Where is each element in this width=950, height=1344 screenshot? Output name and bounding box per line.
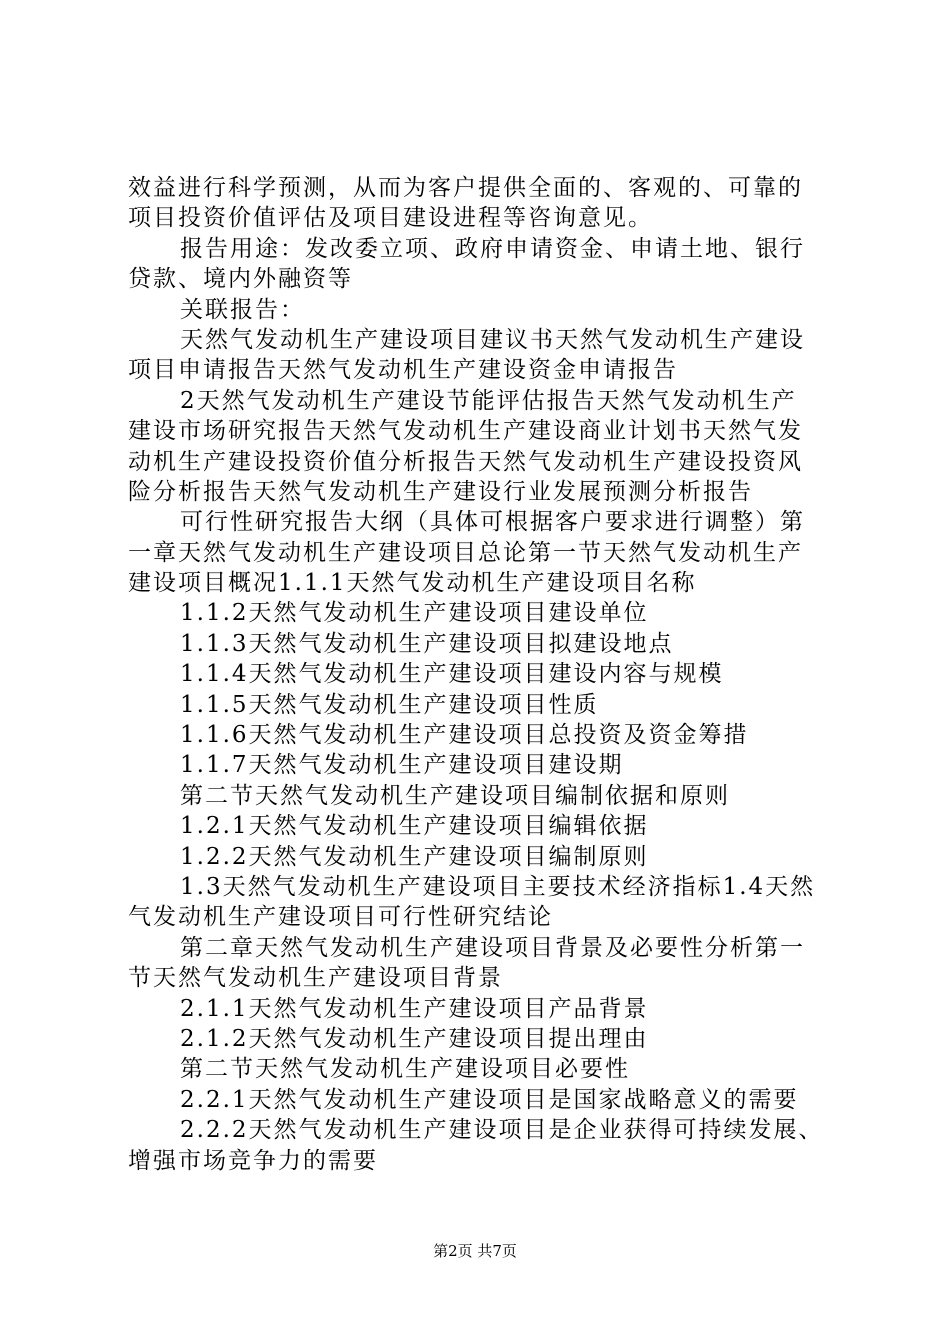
text-line: 1.2.1天然气发动机生产建设项目编辑依据 bbox=[180, 813, 649, 840]
text-line: 2天然气发动机生产建设节能评估报告天然气发动机生产 bbox=[180, 387, 797, 414]
text-line: 动机生产建设投资价值分析报告天然气发动机生产建设投资风 bbox=[128, 448, 803, 475]
text-line: 建设项目概况1.1.1天然气发动机生产建设项目名称 bbox=[128, 570, 697, 597]
text-line: 1.1.7天然气发动机生产建设项目建设期 bbox=[180, 752, 624, 779]
text-line: 节天然气发动机生产建设项目背景 bbox=[128, 965, 503, 992]
text-line: 关联报告： bbox=[180, 296, 305, 323]
text-line: 1.1.2天然气发动机生产建设项目建设单位 bbox=[180, 600, 649, 627]
text-line: 气发动机生产建设项目可行性研究结论 bbox=[128, 904, 553, 931]
text-line: 1.3天然气发动机生产建设项目主要技术经济指标1.4天然 bbox=[180, 873, 816, 900]
text-line: 第二节天然气发动机生产建设项目必要性 bbox=[180, 1056, 630, 1083]
text-line: 2.2.1天然气发动机生产建设项目是国家战略意义的需要 bbox=[180, 1086, 799, 1113]
text-line: 一章天然气发动机生产建设项目总论第一节天然气发动机生产 bbox=[128, 539, 803, 566]
text-line: 2.1.2天然气发动机生产建设项目提出理由 bbox=[180, 1025, 649, 1052]
text-line: 1.1.6天然气发动机生产建设项目总投资及资金筹措 bbox=[180, 722, 749, 749]
text-line: 2.1.1天然气发动机生产建设项目产品背景 bbox=[180, 995, 649, 1022]
text-line: 项目申请报告天然气发动机生产建设资金申请报告 bbox=[128, 357, 678, 384]
text-line: 险分析报告天然气发动机生产建设行业发展预测分析报告 bbox=[128, 478, 753, 505]
text-line: 第二章天然气发动机生产建设项目背景及必要性分析第一 bbox=[180, 934, 805, 961]
text-line: 效益进行科学预测，从而为客户提供全面的、客观的、可靠的 bbox=[128, 175, 803, 201]
text-line: 可行性研究报告大纲（具体可根据客户要求进行调整）第 bbox=[180, 509, 805, 536]
text-line: 1.2.2天然气发动机生产建设项目编制原则 bbox=[180, 843, 649, 870]
text-line: 1.1.4天然气发动机生产建设项目建设内容与规模 bbox=[180, 661, 724, 688]
text-line: 建设市场研究报告天然气发动机生产建设商业计划书天然气发 bbox=[128, 418, 803, 445]
text-line: 1.1.5天然气发动机生产建设项目性质 bbox=[180, 691, 599, 718]
text-line: 2.2.2天然气发动机生产建设项目是企业获得可持续发展、 bbox=[180, 1117, 824, 1144]
text-line: 天然气发动机生产建设项目建议书天然气发动机生产建设 bbox=[180, 326, 805, 353]
text-line: 第二节天然气发动机生产建设项目编制依据和原则 bbox=[180, 782, 730, 809]
text-line: 项目投资价值评估及项目建设进程等咨询意见。 bbox=[128, 205, 653, 232]
page-footer: 第2页 共7页 bbox=[433, 1242, 517, 1260]
document-body bbox=[128, 173, 828, 1176]
text-line: 贷款、境内外融资等 bbox=[128, 266, 353, 293]
text-line: 增强市场竞争力的需要 bbox=[128, 1147, 378, 1174]
text-line: 1.1.3天然气发动机生产建设项目拟建设地点 bbox=[180, 630, 674, 657]
text-line: 报告用途：发改委立项、政府申请资金、申请土地、银行 bbox=[180, 235, 805, 262]
